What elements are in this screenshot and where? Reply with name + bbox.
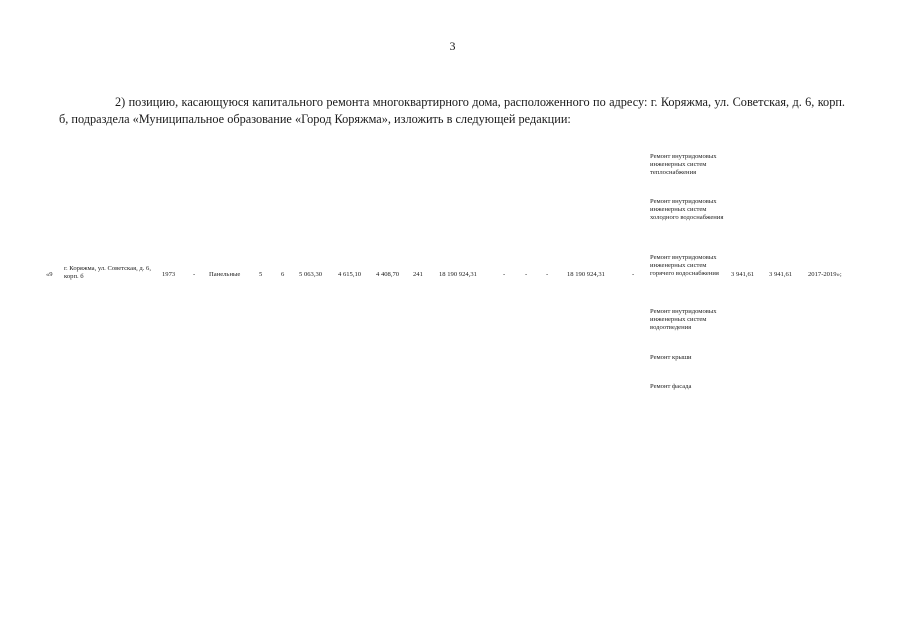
row-area-premises: 4 615,10 [338, 271, 362, 278]
row-unit-cost-limit: 3 941,61 [769, 271, 793, 278]
row-material: Панельные [209, 271, 241, 278]
row-residents: 241 [413, 271, 423, 278]
amendment-paragraph: 2) позицию, касающуюся капитального ремонта многоквартирного дома, расположенного по адресу: г. Коряжма, ул. Советская, д. 6, корп. б, подраздела «Муниципальное образование «Город Коряжма», изложить в следующей редакции: [59, 95, 845, 126]
row-cost-owners: 18 190 924,31 [567, 271, 605, 278]
row-address: г. Коряжма, ул. Советская, д. 6, корп. б [64, 265, 151, 280]
row-dash-5: - [632, 271, 635, 278]
row-dash-2: - [503, 271, 506, 278]
row-unit-cost: 3 941,61 [731, 271, 755, 278]
row-floors: 5 [259, 271, 263, 278]
row-year: 1973 [162, 271, 176, 278]
page-number: 3 [449, 39, 456, 53]
row-entrances: 6 [281, 271, 285, 278]
row-area-total: 5 063,30 [299, 271, 323, 278]
work-item: Ремонт внутридомовых инженерных систем горячего водоснабжения [650, 254, 719, 277]
row-area-residential: 4 408,70 [376, 271, 400, 278]
row-period: 2017-2019»; [808, 271, 842, 278]
row-dash-1: - [193, 271, 196, 278]
work-item: Ремонт фасада [650, 383, 692, 390]
row-cost-total: 18 190 924,31 [439, 271, 477, 278]
work-item: Ремонт внутридомовых инженерных систем теплоснабжения [650, 153, 717, 176]
row-number: «9 [46, 271, 53, 278]
work-item: Ремонт внутридомовых инженерных систем холодного водоснабжения [650, 198, 724, 221]
work-item: Ремонт внутридомовых инженерных систем водоотведения [650, 308, 717, 331]
work-item: Ремонт крыши [650, 354, 692, 361]
row-dash-4: - [546, 271, 549, 278]
row-dash-3: - [525, 271, 528, 278]
